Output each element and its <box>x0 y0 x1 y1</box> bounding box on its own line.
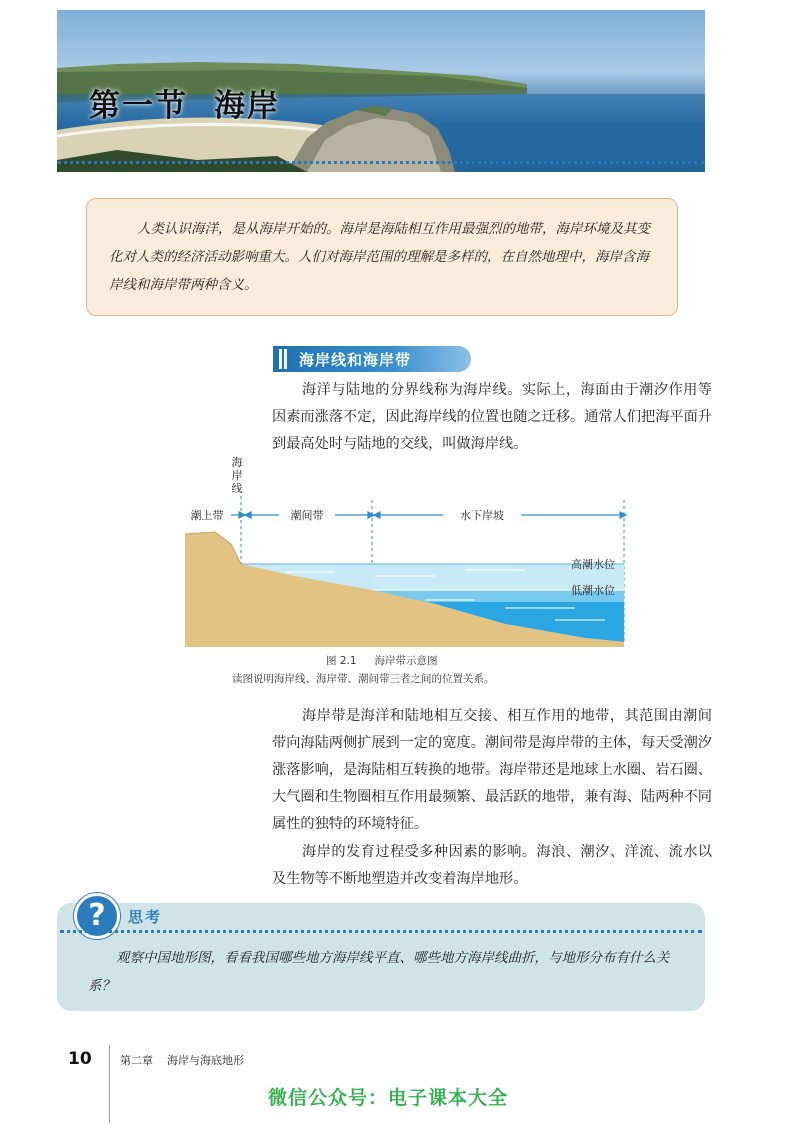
think-question: 观察中国地形图，看看我国哪些地方海岸线平直、哪些地方海岸线曲折，与地形分布有什么关系？ <box>88 950 670 994</box>
figure-number: 图 2.1 <box>326 655 357 667</box>
label-coastline-1: 海 <box>231 456 243 469</box>
label-coastline-3: 线 <box>231 482 243 495</box>
figure-caption <box>326 653 438 668</box>
paragraph-coastline: 海洋与陆地的分界线称为海岸线。实际上，海面由于潮汐作用等因素而涨落不定，因此海岸线的位置也随之迁移。通常人们把海平面升到最高处时与陆地的交线，叫做海岸线。 <box>272 382 712 452</box>
paragraph-coastal-zone: 海岸带是海洋和陆地相互交接、相互作用的地带，其范围由潮间带向海陆两侧扩展到一定的宽度。潮间带是海岸带的主体，每天受潮汐涨落影响，是海陆相互转换的地带。海岸带还是地球上水圈、岩石圈、大气圈和生物圈相互作用最频繁、最活跃的地带，兼有海、陆两种不同属性的独特的环境特征。 <box>272 708 712 832</box>
chapter-label <box>120 1052 244 1068</box>
figure-note: 读图说明海岸线、海岸带、潮间带三者之间的位置关系。 <box>232 673 495 685</box>
subsection-heading <box>273 346 471 372</box>
watermark-text: 微信公众号：电子课本大全 <box>268 1087 509 1109</box>
intro-text: 人类认识海洋，是从海岸开始的。海岸是海陆相互作用最强烈的地带，海岸环境及其变化对人类的经济活动影响重大。人们对海岸范围的理解是多样的，在自然地理中，海岸含海岸线和海岸带两种含义。 <box>109 221 650 293</box>
question-icon: ? <box>74 893 120 939</box>
chapter-title: 海岸与海底地形 <box>167 1054 244 1067</box>
think-label: 思考 <box>128 908 163 926</box>
label-coastline-2: 岸 <box>231 469 243 482</box>
figure-title: 海岸带示意图 <box>374 655 438 667</box>
label-supratidal: 潮上带 <box>190 509 224 522</box>
label-high-tide: 高潮水位 <box>571 558 615 571</box>
intro-box <box>86 198 678 316</box>
header-banner <box>57 10 705 172</box>
label-subtidal: 水下岸坡 <box>460 509 504 522</box>
heading-bars-icon <box>279 349 289 369</box>
subsection-title: 海岸线和海岸带 <box>299 351 412 369</box>
page-number: 10 <box>68 1049 92 1069</box>
footer-divider <box>109 1045 110 1123</box>
think-dotted-rule <box>60 930 702 933</box>
section-heading <box>89 80 280 125</box>
section-number: 第一节 <box>89 88 188 124</box>
label-low-tide: 低潮水位 <box>571 584 615 597</box>
section-title: 海岸 <box>214 88 280 124</box>
label-intertidal: 潮间带 <box>290 509 324 522</box>
chapter-number: 第二章 <box>120 1054 153 1067</box>
banner-dotted-rule <box>57 161 705 164</box>
paragraph-coast-development: 海岸的发育过程受多种因素的影响。海浪、潮汐、洋流、流水以及生物等不断地塑造并改变着海岸地形。 <box>272 844 712 887</box>
coastal-zone-diagram <box>175 452 635 647</box>
